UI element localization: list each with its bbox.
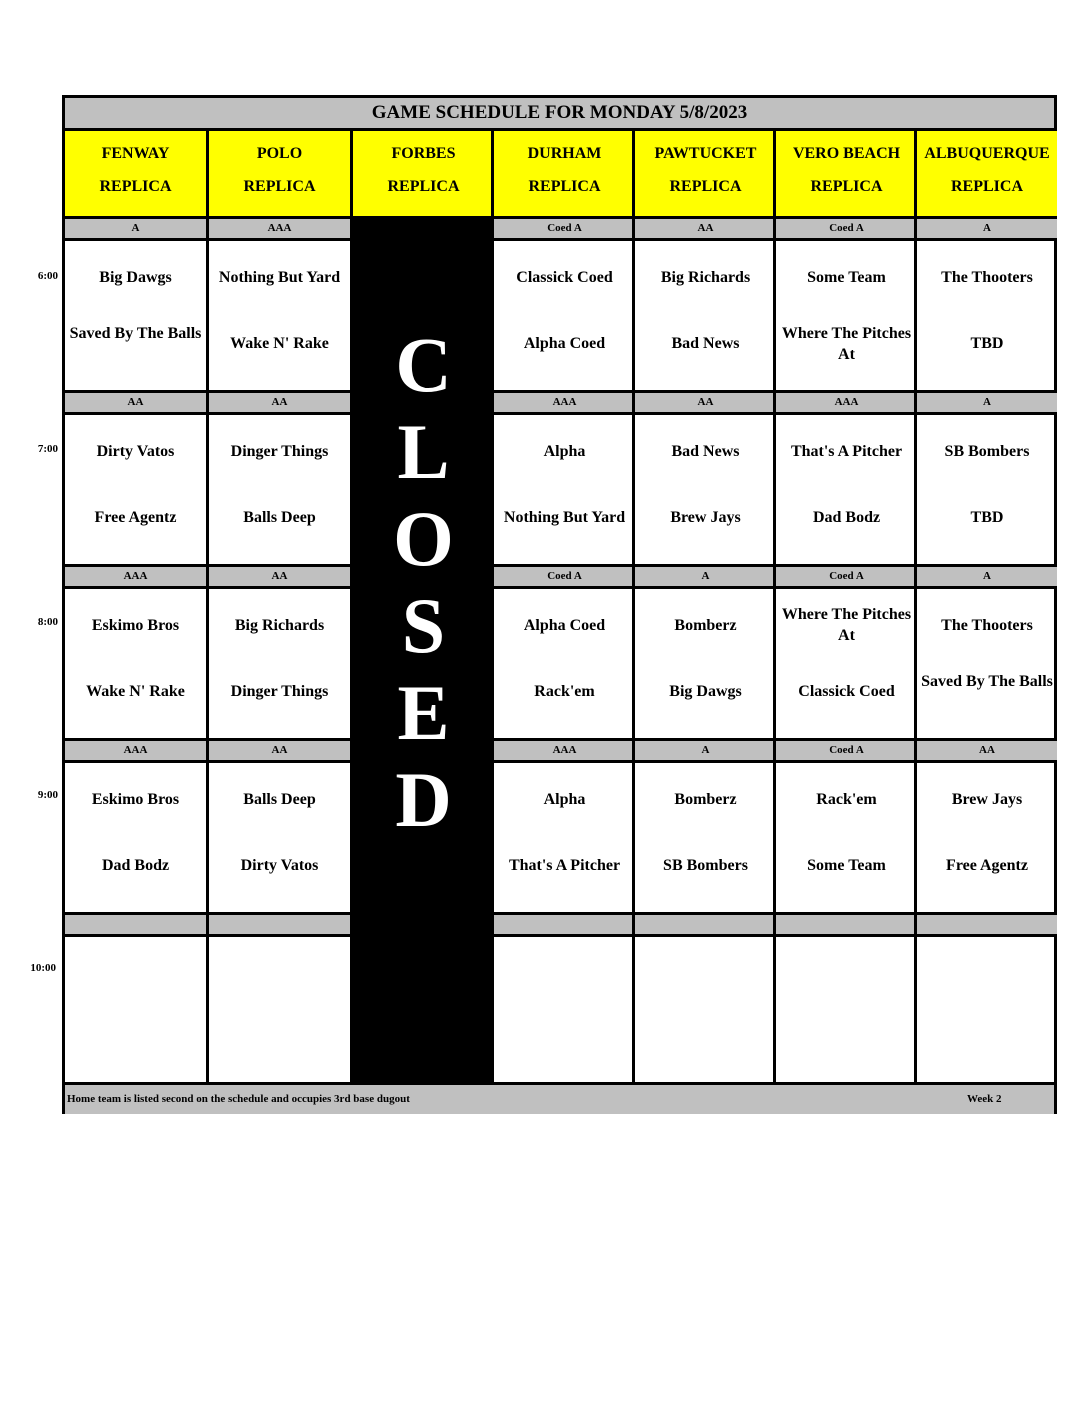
field-name: FORBES bbox=[391, 145, 456, 162]
division-label: A bbox=[635, 741, 776, 763]
field-sub: REPLICA bbox=[810, 178, 883, 195]
field-header bbox=[65, 131, 206, 219]
division-label: AAA bbox=[65, 567, 206, 589]
game-slot bbox=[917, 589, 1057, 741]
game-slot bbox=[494, 589, 635, 741]
away-team: Bomberz bbox=[674, 617, 737, 634]
home-team: Free Agentz bbox=[94, 509, 177, 526]
home-team: Classick Coed bbox=[798, 683, 895, 700]
away-team: Bad News bbox=[671, 443, 740, 460]
division-label: A bbox=[917, 219, 1057, 241]
away-team: Rack'em bbox=[816, 791, 877, 808]
division-label: AA bbox=[65, 393, 206, 415]
division-label: A bbox=[917, 567, 1057, 589]
home-team: Free Agentz bbox=[946, 857, 1028, 874]
game-slot bbox=[917, 415, 1057, 567]
home-team: Where The Pitches At bbox=[781, 325, 912, 363]
game-slot bbox=[494, 763, 635, 915]
schedule-sheet bbox=[62, 95, 1057, 1114]
division-label bbox=[209, 915, 350, 937]
division-label: AA bbox=[917, 741, 1057, 763]
game-slot bbox=[494, 937, 635, 1084]
division-label: AAA bbox=[209, 219, 350, 241]
game-slot bbox=[917, 241, 1057, 393]
home-team: SB Bombers bbox=[663, 857, 748, 874]
away-team: The Thooters bbox=[941, 617, 1033, 634]
time-label: 9:00 bbox=[37, 789, 58, 801]
home-team: Dirty Vatos bbox=[240, 857, 319, 874]
schedule-footer bbox=[65, 1082, 1054, 1114]
closed-banner bbox=[353, 219, 494, 1082]
field-header bbox=[776, 131, 917, 219]
away-team: Bomberz bbox=[674, 791, 737, 808]
field-column-fenway bbox=[65, 131, 206, 1084]
time-label: 8:00 bbox=[37, 616, 58, 628]
away-team: Classick Coed bbox=[516, 269, 613, 286]
game-slot bbox=[65, 763, 206, 915]
away-team: Nothing But Yard bbox=[218, 269, 341, 286]
division-label bbox=[494, 915, 635, 937]
division-label: AA bbox=[635, 393, 776, 415]
division-label: Coed A bbox=[494, 567, 635, 589]
home-team: Dinger Things bbox=[230, 683, 329, 700]
division-label: AA bbox=[635, 219, 776, 241]
field-header bbox=[917, 131, 1057, 219]
away-team: Eskimo Bros bbox=[91, 617, 180, 634]
home-team: Brew Jays bbox=[670, 509, 741, 526]
home-team: That's A Pitcher bbox=[508, 857, 621, 874]
division-label: AAA bbox=[494, 393, 635, 415]
field-name: VERO BEACH bbox=[792, 145, 901, 162]
away-team: Balls Deep bbox=[243, 791, 316, 808]
away-team: Dirty Vatos bbox=[96, 443, 175, 460]
away-team: The Thooters bbox=[941, 269, 1033, 286]
away-team: Where The Pitches At bbox=[781, 606, 912, 644]
field-sub: REPLICA bbox=[387, 178, 460, 195]
home-team: Alpha Coed bbox=[523, 335, 606, 352]
game-slot bbox=[65, 589, 206, 741]
field-sub: REPLICA bbox=[950, 178, 1023, 195]
game-slot bbox=[494, 415, 635, 567]
time-label: 10:00 bbox=[30, 962, 56, 974]
field-sub: REPLICA bbox=[669, 178, 742, 195]
away-team: Big Richards bbox=[660, 269, 751, 286]
home-team: Balls Deep bbox=[243, 509, 316, 526]
field-name: FENWAY bbox=[101, 145, 170, 162]
home-team: Dad Bodz bbox=[812, 509, 881, 526]
away-team: That's A Pitcher bbox=[790, 443, 903, 460]
division-label: AA bbox=[209, 393, 350, 415]
game-slot bbox=[635, 241, 776, 393]
home-team: Wake N' Rake bbox=[230, 335, 329, 352]
game-slot bbox=[776, 415, 917, 567]
game-slot bbox=[776, 589, 917, 741]
division-label: Coed A bbox=[494, 219, 635, 241]
division-label: AAA bbox=[494, 741, 635, 763]
division-label: Coed A bbox=[776, 741, 917, 763]
game-slot bbox=[209, 589, 350, 741]
division-label: A bbox=[635, 567, 776, 589]
home-team: Bad News bbox=[671, 335, 740, 352]
field-column-polo bbox=[206, 131, 350, 1084]
game-slot bbox=[917, 763, 1057, 915]
division-label bbox=[776, 915, 917, 937]
home-team: Rack'em bbox=[534, 683, 595, 700]
game-slot bbox=[635, 589, 776, 741]
away-team: Alpha bbox=[543, 791, 586, 808]
home-team: TBD bbox=[970, 335, 1004, 352]
field-name: ALBUQUERQUE bbox=[924, 145, 1050, 162]
field-sub: REPLICA bbox=[99, 178, 172, 195]
field-column-albuquerque bbox=[914, 131, 1057, 1084]
division-label: A bbox=[917, 393, 1057, 415]
field-column-forbes bbox=[350, 131, 494, 1082]
division-label: AAA bbox=[65, 741, 206, 763]
game-slot bbox=[776, 241, 917, 393]
home-team: Saved By The Balls bbox=[921, 673, 1053, 690]
closed-letter: C bbox=[395, 321, 452, 408]
game-slot bbox=[209, 763, 350, 915]
home-team: Dad Bodz bbox=[101, 857, 170, 874]
game-slot bbox=[635, 937, 776, 1084]
game-slot bbox=[209, 241, 350, 393]
division-label: AA bbox=[209, 741, 350, 763]
away-team: Alpha Coed bbox=[523, 617, 606, 634]
division-label bbox=[65, 915, 206, 937]
field-header bbox=[635, 131, 776, 219]
game-slot bbox=[776, 763, 917, 915]
home-team: Wake N' Rake bbox=[86, 683, 185, 700]
game-slot bbox=[635, 763, 776, 915]
home-team: Some Team bbox=[807, 857, 886, 874]
closed-letter: O bbox=[393, 495, 454, 582]
away-team: Brew Jays bbox=[951, 791, 1023, 808]
field-header bbox=[494, 131, 635, 219]
time-label: 6:00 bbox=[37, 270, 58, 282]
home-team: Saved By The Balls bbox=[69, 325, 202, 342]
game-slot bbox=[65, 415, 206, 567]
field-name: PAWTUCKET bbox=[654, 145, 757, 162]
away-team: Big Dawgs bbox=[99, 269, 172, 286]
schedule-title: GAME SCHEDULE FOR MONDAY 5/8/2023 bbox=[65, 98, 1054, 131]
home-team-note: Home team is listed second on the schedule and occupies 3rd base dugout bbox=[67, 1093, 410, 1105]
closed-letter: D bbox=[395, 756, 452, 843]
away-team: SB Bombers bbox=[944, 443, 1030, 460]
away-team: Dinger Things bbox=[230, 443, 329, 460]
home-team: TBD bbox=[970, 509, 1004, 526]
game-slot bbox=[209, 937, 350, 1084]
division-label: A bbox=[65, 219, 206, 241]
away-team: Some Team bbox=[807, 269, 886, 286]
away-team: Big Richards bbox=[234, 617, 325, 634]
division-label: AAA bbox=[776, 393, 917, 415]
field-column-durham bbox=[491, 131, 635, 1084]
field-name: DURHAM bbox=[527, 145, 602, 162]
game-slot bbox=[65, 937, 206, 1084]
game-slot bbox=[917, 937, 1057, 1084]
game-slot bbox=[635, 415, 776, 567]
division-label: Coed A bbox=[776, 219, 917, 241]
field-sub: REPLICA bbox=[243, 178, 316, 195]
field-header bbox=[209, 131, 350, 219]
game-slot bbox=[65, 241, 206, 393]
closed-letter: E bbox=[397, 669, 450, 756]
division-label: AA bbox=[209, 567, 350, 589]
division-label bbox=[635, 915, 776, 937]
home-team: Big Dawgs bbox=[669, 683, 742, 700]
week-label: Week 2 bbox=[967, 1093, 1002, 1105]
field-column-vero-beach bbox=[773, 131, 917, 1084]
field-header bbox=[353, 131, 494, 219]
closed-letter: L bbox=[397, 408, 450, 495]
field-column-pawtucket bbox=[632, 131, 776, 1084]
game-slot bbox=[209, 415, 350, 567]
division-label bbox=[917, 915, 1057, 937]
away-team: Alpha bbox=[543, 443, 586, 460]
away-team: Eskimo Bros bbox=[91, 791, 180, 808]
home-team: Nothing But Yard bbox=[503, 509, 626, 526]
division-label: Coed A bbox=[776, 567, 917, 589]
closed-letter: S bbox=[401, 582, 446, 669]
time-label: 7:00 bbox=[37, 443, 58, 455]
game-slot bbox=[776, 937, 917, 1084]
field-name: POLO bbox=[256, 145, 303, 162]
field-sub: REPLICA bbox=[528, 178, 601, 195]
game-slot bbox=[494, 241, 635, 393]
